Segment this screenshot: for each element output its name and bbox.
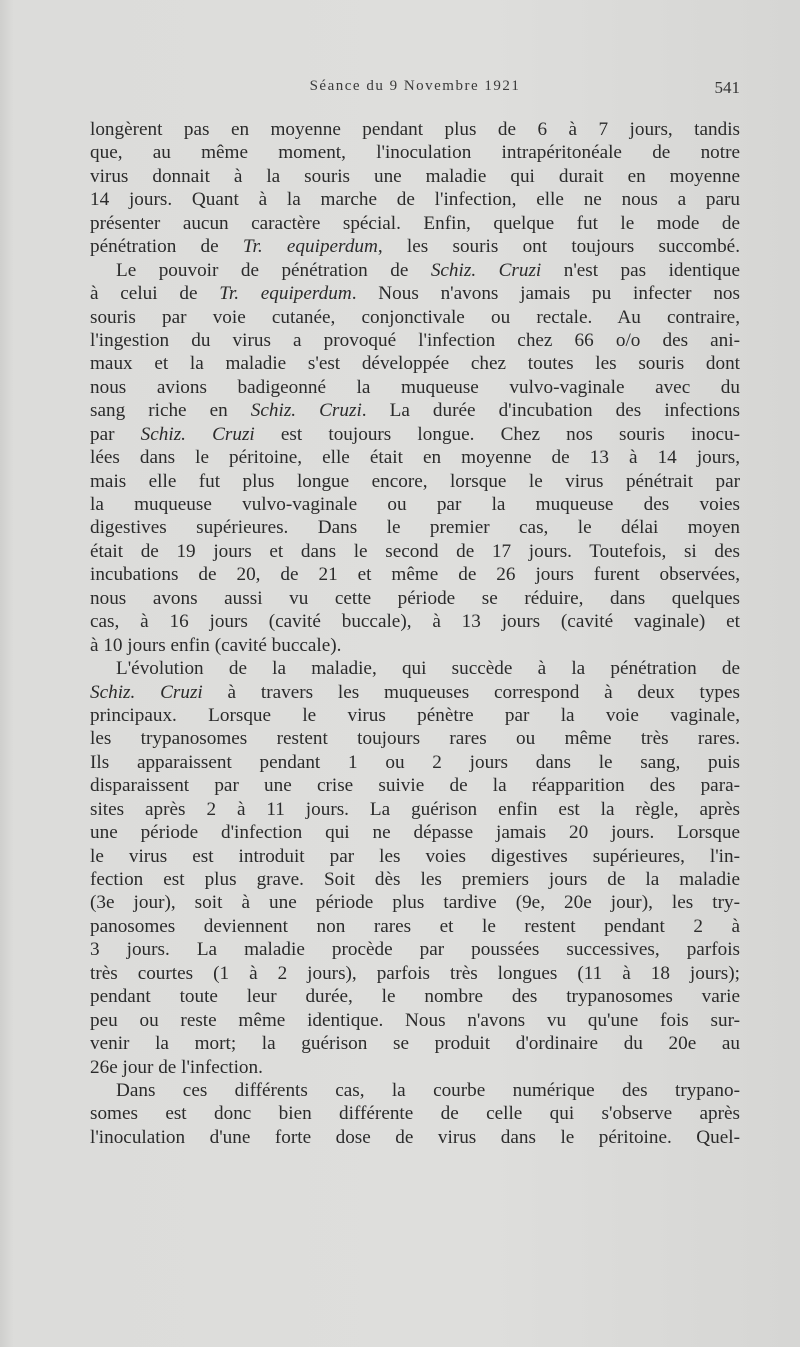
text-line: Ils apparaissent pendant 1 ou 2 jours dans le sang, puis [90, 751, 740, 773]
text-line: 14 jours. Quant à la marche de l'infection, elle ne nous a paru [90, 189, 740, 211]
page-number: 541 [714, 78, 740, 97]
text-line: sang riche en Schiz. Cruzi. La durée d'incubation des infections [90, 400, 740, 422]
text-line: le virus est introduit par les voies digestives supérieures, l'in- [90, 845, 740, 867]
text-line: disparaissent par une crise suivie de la réapparition des para- [90, 775, 740, 797]
text-line: principaux. Lorsque le virus pénètre par la voie vaginale, [90, 704, 740, 726]
text-line: (3e jour), soit à une période plus tardive (9e, 20e jour), les try- [90, 892, 740, 914]
text-line: très courtes (1 à 2 jours), parfois très longues (11 à 18 jours); [90, 962, 740, 984]
text-line: Le pouvoir de pénétration de Schiz. Cruzi n'est pas identique [116, 259, 740, 281]
text-line: la muqueuse vulvo-vaginale ou par la muqueuse des voies [90, 494, 740, 515]
text-line: l'inoculation d'une forte dose de virus dans le péritoine. Quel- [90, 1126, 740, 1148]
text-line: à celui de Tr. equiperdum. Nous n'avons jamais pu infecter nos [90, 283, 740, 305]
text-line: venir la mort; la guérison se produit d'ordinaire du 20e au [90, 1033, 740, 1055]
text-line: l'ingestion du virus a provoqué l'infection chez 66 o/o des ani- [90, 329, 740, 351]
text-line: pendant toute leur durée, le nombre des trypanosomes varie [90, 986, 740, 1008]
text-line: 26e jour de l'infection. [90, 1056, 263, 1078]
running-head: Séance du 9 Novembre 1921 [309, 78, 521, 94]
text-line: une période d'infection qui ne dépasse jamais 20 jours. Lorsque [90, 822, 740, 844]
text-line: incubations de 20, de 21 et même de 26 jours furent observées, [90, 564, 740, 586]
text-line: lées dans le péritoine, elle était en moyenne de 13 à 14 jours, [90, 447, 740, 469]
body-text [90, 118, 740, 1149]
text-line: virus donnait à la souris une maladie qui durait en moyenne [90, 165, 740, 187]
text-line: les trypanosomes restent toujours rares ou même très rares. [90, 728, 740, 750]
text-line: peu ou reste même identique. Nous n'avons vu qu'une fois sur- [90, 1009, 740, 1031]
text-line: somes est donc bien différente de celle qui s'observe après [90, 1103, 740, 1125]
text-line: fection est plus grave. Soit dès les premiers jours de la maladie [90, 869, 740, 890]
text-line: digestives supérieures. Dans le premier cas, le délai moyen [90, 517, 740, 539]
text-line: nous avons aussi vu cette période se réduire, dans quelques [90, 587, 740, 609]
text-line: pénétration de Tr. equiperdum, les souris ont toujours succombé. [90, 236, 740, 258]
text-line: était de 19 jours et dans le second de 17 jours. Toutefois, si des [90, 540, 740, 562]
text-line: L'évolution de la maladie, qui succède à la pénétration de [116, 658, 740, 680]
text-line: à 10 jours enfin (cavité buccale). [90, 634, 342, 656]
text-line: nous avions badigeonné la muqueuse vulvo-vaginale avec du [90, 376, 740, 398]
text-line: sites après 2 à 11 jours. La guérison enfin est la règle, après [90, 798, 740, 820]
text-line: Schiz. Cruzi à travers les muqueuses correspond à deux types [90, 681, 740, 703]
text-line: panosomes deviennent non rares et le restent pendant 2 à [90, 915, 740, 937]
text-line: cas, à 16 jours (cavité buccale), à 13 jours (cavité vaginale) et [90, 611, 740, 633]
text-line: présenter aucun caractère spécial. Enfin, quelque fut le mode de [90, 212, 740, 234]
text-line: maux et la maladie s'est développée chez toutes les souris dont [90, 353, 740, 375]
text-line: 3 jours. La maladie procède par poussées successives, parfois [90, 939, 740, 961]
text-line: longèrent pas en moyenne pendant plus de 6 à 7 jours, tandis [90, 119, 740, 140]
text-line: que, au même moment, l'inoculation intrapéritonéale de notre [90, 142, 740, 164]
text-line: Dans ces différents cas, la courbe numérique des trypano- [116, 1079, 740, 1101]
text-line: par Schiz. Cruzi est toujours longue. Chez nos souris inocu- [90, 423, 740, 445]
text-line: mais elle fut plus longue encore, lorsque le virus pénétrait par [90, 470, 740, 492]
page-header [90, 78, 740, 102]
text-line: souris par voie cutanée, conjonctivale ou rectale. Au contraire, [90, 306, 740, 328]
